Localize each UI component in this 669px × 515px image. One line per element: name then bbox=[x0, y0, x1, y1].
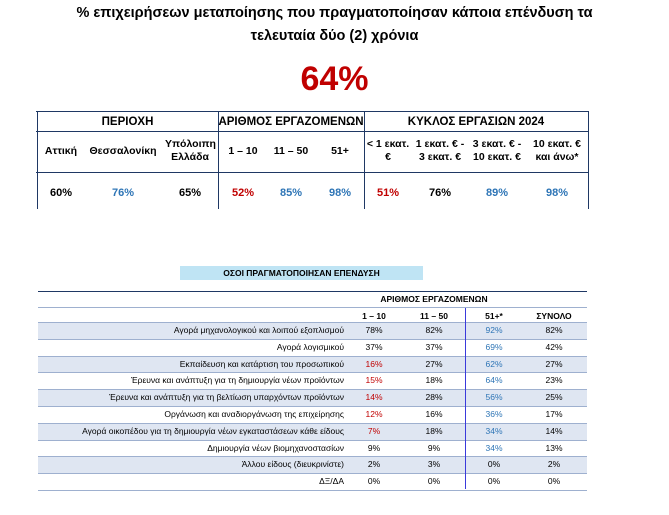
row-value: 18% bbox=[425, 425, 443, 436]
detail-col-total: ΣΥΝΟΛΟ bbox=[536, 311, 572, 321]
col-emp-51: 51+ bbox=[331, 145, 349, 157]
row-value: 36% bbox=[485, 409, 503, 419]
row-value: 82% bbox=[425, 325, 443, 335]
title-line-1: % επιχειρήσεων μεταποίησης που πραγματοποίησαν κάποια επένδυση τα bbox=[76, 5, 593, 21]
row-value: 78% bbox=[365, 325, 383, 335]
value-emp-51: 98% bbox=[328, 187, 352, 199]
title-line-2: τελευταία δύο (2) χρόνια bbox=[250, 28, 419, 44]
row-value: 16% bbox=[425, 409, 443, 419]
row-divider bbox=[38, 339, 587, 340]
row-divider bbox=[38, 440, 587, 441]
row-value: 14% bbox=[545, 425, 563, 436]
row-value: 0% bbox=[487, 459, 501, 470]
row-label: Οργάνωση και αναδιοργάνωση της επιχείρησης bbox=[164, 409, 344, 419]
row-value: 34% bbox=[485, 442, 503, 453]
col-turnover-3-10: 3 εκατ. € - 10 εκατ. € bbox=[472, 138, 522, 163]
row-value: 13% bbox=[545, 442, 563, 453]
row-value: 92% bbox=[485, 325, 503, 335]
row-value: 69% bbox=[485, 341, 503, 352]
row-value: 14% bbox=[365, 392, 383, 403]
row-value: 12% bbox=[365, 409, 383, 419]
row-label: Έρευνα και ανάπτυξη για τη δημιουργία νέων προϊόντων bbox=[130, 375, 344, 386]
row-value: 16% bbox=[365, 358, 383, 369]
col-rest-greece: Υπόλοιπη Ελλάδα bbox=[165, 138, 216, 163]
row-value: 42% bbox=[545, 341, 563, 352]
value-attica: 60% bbox=[49, 187, 73, 199]
row-value: 0% bbox=[427, 476, 441, 487]
row-label: ΔΞ/ΔΑ bbox=[319, 476, 344, 487]
row-label: Έρευνα και ανάπτυξη για τη βελτίωση υπαρχόντων προϊόντων bbox=[109, 392, 344, 403]
row-divider bbox=[38, 406, 587, 407]
value-emp-1-10: 52% bbox=[231, 187, 255, 199]
detail-group-header: ΑΡΙΘΜΟΣ ΕΡΓΑΖΟΜΕΝΩΝ bbox=[380, 294, 488, 304]
row-label: Δημιουργία νέων βιομηχανοστασίων bbox=[207, 442, 344, 453]
group-header-region: ΠΕΡΙΟΧΗ bbox=[101, 116, 154, 128]
row-value: 62% bbox=[485, 358, 503, 369]
row-value: 2% bbox=[547, 459, 561, 470]
headline-value: 64% bbox=[300, 60, 369, 98]
value-emp-11-50: 85% bbox=[279, 187, 303, 199]
row-value: 7% bbox=[367, 425, 381, 436]
row-value: 3% bbox=[427, 459, 441, 470]
detail-banner: ΟΣΟΙ ΠΡΑΓΜΑΤΟΠΟΙΗΣΑΝ ΕΠΕΝΔΥΣΗ bbox=[180, 266, 423, 280]
row-value: 37% bbox=[365, 341, 383, 352]
col-emp-11-50: 11 – 50 bbox=[273, 145, 309, 157]
row-value: 0% bbox=[487, 476, 501, 487]
detail-col-11-50: 11 – 50 bbox=[420, 311, 448, 321]
row-value: 82% bbox=[545, 325, 563, 335]
row-label: Άλλου είδους (διευκρινίστε) bbox=[241, 459, 344, 470]
row-value: 0% bbox=[547, 476, 561, 487]
row-divider bbox=[38, 490, 587, 491]
col-turnover-lt1: < 1 εκατ. € bbox=[366, 138, 410, 163]
row-value: 9% bbox=[367, 442, 381, 453]
value-turnover-lt1: 51% bbox=[376, 187, 400, 199]
col-attica: Αττική bbox=[44, 145, 78, 157]
value-thessaloniki: 76% bbox=[111, 187, 135, 199]
col-thessaloniki: Θεσσαλονίκη bbox=[89, 145, 157, 157]
row-value: 2% bbox=[367, 459, 381, 470]
value-turnover-10plus: 98% bbox=[545, 187, 569, 199]
detail-col-51: 51+* bbox=[485, 311, 503, 321]
row-value: 0% bbox=[367, 476, 381, 487]
col-turnover-10plus: 10 εκατ. € και άνω* bbox=[533, 138, 581, 163]
row-value: 17% bbox=[545, 409, 563, 419]
row-value: 37% bbox=[425, 341, 443, 352]
value-turnover-1-3: 76% bbox=[428, 187, 452, 199]
row-divider bbox=[38, 456, 587, 457]
col-turnover-1-3: 1 εκατ. € - 3 εκατ. € bbox=[415, 138, 465, 163]
row-value: 64% bbox=[485, 375, 503, 386]
row-value: 15% bbox=[365, 375, 383, 386]
detail-col-1-10: 1 – 10 bbox=[362, 311, 386, 321]
col-emp-1-10: 1 – 10 bbox=[228, 145, 258, 157]
row-divider bbox=[38, 356, 587, 357]
row-divider bbox=[38, 389, 587, 390]
row-divider bbox=[38, 372, 587, 373]
row-label: Αγορά οικοπέδου για τη δημιουργία νέων εγκαταστάσεων κάθε είδους bbox=[82, 425, 344, 436]
row-label: Αγορά μηχανολογικού και λοιπού εξοπλισμού bbox=[173, 325, 344, 335]
value-turnover-3-10: 89% bbox=[485, 187, 509, 199]
row-value: 18% bbox=[425, 375, 443, 386]
row-value: 28% bbox=[425, 392, 443, 403]
row-value: 56% bbox=[485, 392, 503, 403]
group-header-turnover: ΚΥΚΛΟΣ ΕΡΓΑΣΙΩΝ 2024 bbox=[407, 116, 545, 128]
row-value: 34% bbox=[485, 425, 503, 436]
row-label: Εκπαίδευση και κατάρτιση του προσωπικού bbox=[179, 358, 344, 369]
value-rest-greece: 65% bbox=[178, 187, 202, 199]
row-divider bbox=[38, 473, 587, 474]
row-label: Αγορά λογισμικού bbox=[276, 341, 344, 352]
row-value: 9% bbox=[427, 442, 441, 453]
row-divider bbox=[38, 322, 587, 323]
row-value: 23% bbox=[545, 375, 563, 386]
group-header-employees: ΑΡΙΘΜΟΣ ΕΡΓΑΖΟΜΕΝΩΝ bbox=[218, 116, 364, 128]
row-value: 25% bbox=[545, 392, 563, 403]
row-value: 27% bbox=[545, 358, 563, 369]
row-value: 27% bbox=[425, 358, 443, 369]
row-divider bbox=[38, 423, 587, 424]
